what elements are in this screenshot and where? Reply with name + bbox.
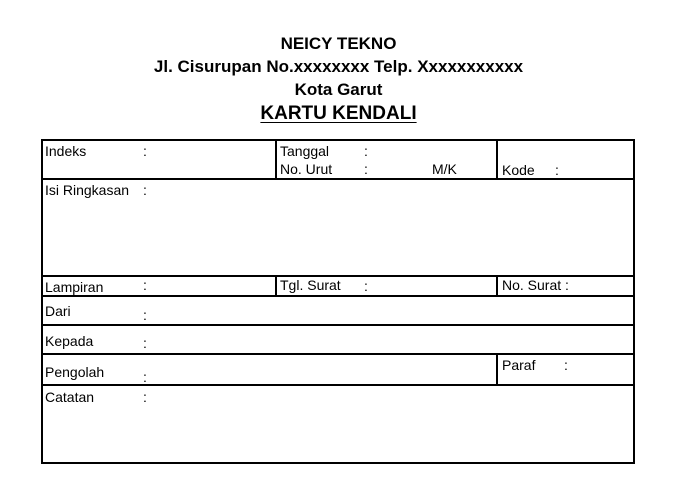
divider-col-no-surat: [496, 275, 498, 297]
lampiran-label: Lampiran: [45, 279, 104, 295]
kode-label: Kode: [502, 162, 535, 178]
tgl-surat-colon: :: [364, 278, 368, 294]
pengolah-label: Pengolah: [45, 364, 105, 380]
tgl-surat-label: Tgl. Surat: [280, 277, 341, 293]
divider-row-3: [41, 295, 635, 297]
tanggal-label: Tanggal: [280, 143, 330, 159]
card-title: KARTU KENDALI: [260, 103, 417, 124]
pengolah-colon: :: [143, 369, 147, 385]
company-address: Jl. Cisurupan No.xxxxxxxx Telp. Xxxxxxxxxxx: [153, 57, 524, 76]
tanggal-colon: :: [364, 143, 368, 159]
border-left: [41, 139, 43, 464]
kode-colon: :: [555, 162, 559, 178]
catatan-colon: :: [143, 389, 147, 405]
no-urut-colon: :: [364, 161, 368, 177]
divider-row-4: [41, 324, 635, 326]
indeks-label: Indeks: [45, 143, 87, 159]
divider-col-tgl-surat: [275, 275, 277, 297]
paraf-colon: :: [564, 357, 568, 373]
border-bottom: [41, 462, 635, 464]
lampiran-colon: :: [143, 277, 147, 293]
dari-label: Dari: [45, 303, 71, 319]
company-name: NEICY TEKNO: [280, 34, 397, 53]
no-surat-label: No. Surat :: [502, 277, 569, 293]
isi-ringkasan-label: Isi Ringkasan: [45, 182, 130, 198]
divider-row-6: [41, 384, 635, 386]
divider-row-1: [41, 178, 635, 180]
catatan-label: Catatan: [45, 389, 95, 405]
divider-col-kode: [496, 139, 498, 180]
no-urut-label: No. Urut: [280, 161, 333, 177]
company-city: Kota Garut: [294, 80, 383, 99]
paraf-label: Paraf: [502, 357, 536, 373]
kepada-label: Kepada: [45, 333, 94, 349]
indeks-colon: :: [143, 143, 147, 159]
dari-colon: :: [143, 307, 147, 323]
border-right: [633, 139, 635, 464]
isi-ringkasan-colon: :: [143, 182, 147, 198]
divider-row-5: [41, 353, 635, 355]
kepada-colon: :: [143, 335, 147, 351]
divider-col-indeks: [275, 139, 277, 180]
divider-col-paraf: [496, 353, 498, 386]
border-top: [41, 139, 635, 141]
mk-label: M/K: [432, 161, 457, 177]
